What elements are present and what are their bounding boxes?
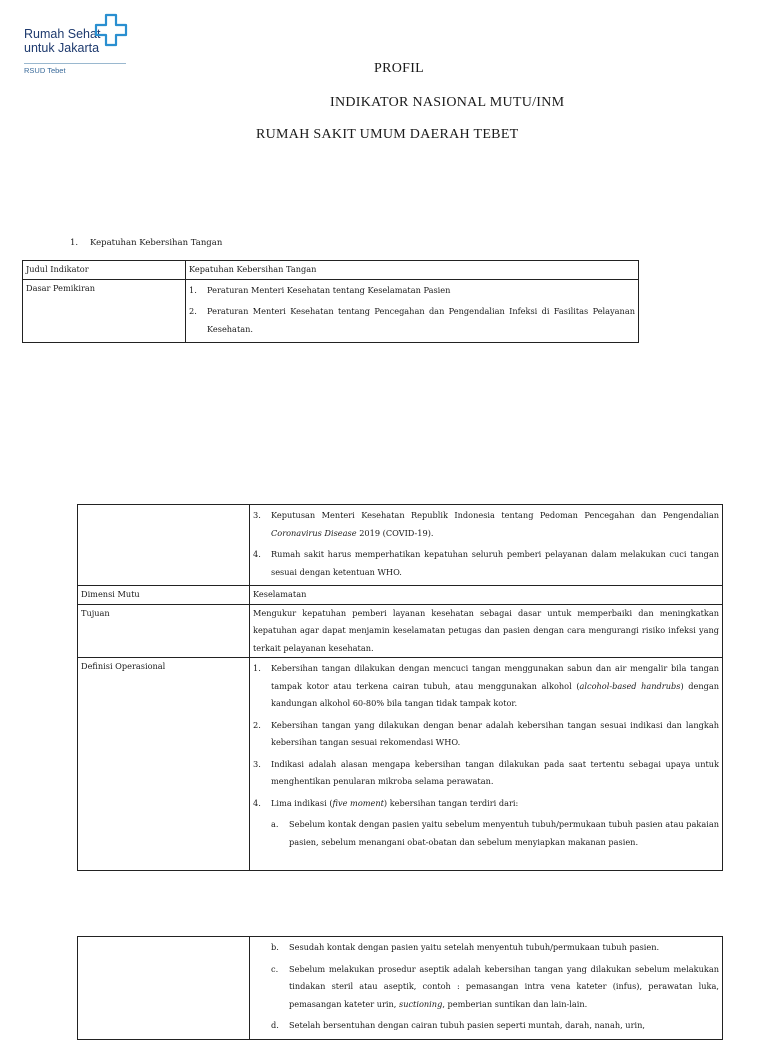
- item-text: Peraturan Menteri Kesehatan tentang Keselamatan Pasien: [207, 284, 451, 295]
- section-label: Kepatuhan Kebersihan Tangan: [90, 238, 223, 248]
- item-number: 4.: [253, 549, 261, 559]
- item-letter: b.: [271, 942, 279, 952]
- cell-value: [186, 279, 639, 343]
- cell-label: Judul Indikator: [23, 261, 186, 280]
- title-profil: PROFIL: [374, 61, 425, 76]
- text-part: ) kebersihan tangan terdiri dari:: [383, 797, 519, 808]
- logo-cross-icon: [94, 13, 128, 47]
- text-italic: suctioning: [399, 998, 443, 1009]
- cell-value: [250, 505, 723, 586]
- list-item: [189, 303, 635, 338]
- list-item: [253, 660, 719, 713]
- table-row: [23, 279, 639, 343]
- logo-line1: Rumah Sehat: [24, 27, 101, 41]
- item-letter: d.: [271, 1020, 279, 1030]
- cell-label: [78, 505, 250, 586]
- list-item: [271, 1017, 719, 1035]
- list-item: [253, 507, 719, 542]
- text-part: 2019 (COVID-19).: [356, 527, 434, 538]
- item-letter: c.: [271, 963, 279, 974]
- cell-value: Keselamatan: [250, 586, 723, 605]
- logo-line2: untuk Jakarta: [24, 41, 100, 55]
- item-number: 4.: [253, 797, 261, 808]
- logo-sub: RSUD Tebet: [24, 66, 66, 75]
- title-inm: INDIKATOR NASIONAL MUTU/INM: [330, 95, 565, 110]
- list-item: [253, 717, 719, 752]
- list-item: [271, 816, 719, 851]
- item-text: Rumah sakit harus memperhatikan kepatuhan seluruh pemberi pelayanan dalam melakukan cuci tangan sesuai dengan ketentuan WHO.: [271, 549, 719, 577]
- item-letter: a.: [271, 819, 279, 829]
- cell-label: Definisi Operasional: [78, 658, 250, 871]
- cell-label: Dimensi Mutu: [78, 586, 250, 605]
- cell-label: Tujuan: [78, 604, 250, 658]
- dasar-list: [189, 282, 635, 339]
- table-row: [78, 658, 723, 871]
- text-italic: alcohol-based handrubs: [579, 680, 681, 691]
- item-number: 2.: [253, 719, 261, 730]
- item-text: Sebelum kontak dengan pasien yaitu sebelum menyentuh tubuh/permukaan tubuh pasien atau pakaian pasien, sebelum menangani obat-obatan dan sebelum menyiapkan makanan pasien.: [289, 819, 719, 847]
- definisi-list: [253, 660, 719, 812]
- text-part: Lima indikasi (: [271, 797, 333, 808]
- definisi-sublist: [271, 816, 719, 851]
- definisi-sublist-cont: [271, 939, 719, 1035]
- text-part: Keputusan Menteri Kesehatan Republik Indonesia tentang Pedoman Pencegahan dan Pengendalian: [271, 510, 719, 520]
- item-number: 1.: [189, 284, 197, 295]
- item-text: [289, 961, 719, 1014]
- table-row: [78, 586, 723, 605]
- item-text: [271, 507, 719, 542]
- list-item: [271, 939, 719, 957]
- text-italic: five moment: [332, 797, 384, 808]
- list-item: [271, 961, 719, 1014]
- text-part: , pemberian suntikan dan lain-lain.: [442, 998, 588, 1009]
- dasar-list-cont: [253, 507, 719, 581]
- text-part: ) dengan kandungan alkohol 60-80% bila tangan tidak tampak kotor.: [271, 680, 719, 708]
- item-text: Peraturan Menteri Kesehatan tentang Pencegahan dan Pengendalian Infeksi di Fasilitas Pelayanan Kesehatan.: [207, 306, 635, 334]
- table-row: [78, 604, 723, 658]
- list-item: [253, 756, 719, 791]
- item-text: Setelah bersentuhan dengan cairan tubuh pasien seperti muntah, darah, nanah, urin,: [289, 1020, 645, 1030]
- list-item: [253, 546, 719, 581]
- cell-value: Kepatuhan Kebersihan Tangan: [186, 261, 639, 280]
- list-item: [189, 282, 635, 300]
- cell-value: [250, 658, 723, 871]
- item-number: 2.: [189, 306, 197, 316]
- list-item: [253, 795, 719, 813]
- logo-text: [24, 27, 100, 55]
- item-number: 3.: [253, 758, 261, 769]
- logo-divider: [24, 63, 126, 64]
- table-row: [23, 261, 639, 280]
- section-heading: [70, 238, 222, 248]
- section-number: 1.: [70, 238, 79, 248]
- item-text: Indikasi adalah alasan mengapa kebersihan tangan dilakukan pada saat tertentu sebagai upaya untuk menghentikan penularan mikroba selama perawatan.: [271, 758, 719, 786]
- item-number: 1.: [253, 663, 261, 673]
- text-part: Kebersihan tangan dilakukan dengan mencuci tangan menggunakan sabun dan air mengalir bila tangan tampak kotor atau terkena cairan tubuh, atau menggunakan alkohol (: [271, 663, 719, 691]
- text-part: Sebelum melakukan prosedur aseptik adalah kebersihan tangan yang dilakukan sebelum melakukan tindakan steril atau aseptik, contoh : pemasangan intra vena kateter (infus), perawatan luka, pemasangan kateter urin,: [289, 963, 719, 1009]
- item-text: [271, 660, 719, 713]
- indicator-table-2: [77, 504, 723, 871]
- indicator-table-1: [22, 260, 639, 343]
- item-number: 3.: [253, 510, 261, 520]
- text-italic: Coronavirus Disease: [271, 527, 357, 538]
- item-text: [271, 795, 719, 813]
- item-text: Sesudah kontak dengan pasien yaitu setelah menyentuh tubuh/permukaan tubuh pasien.: [289, 942, 660, 952]
- cell-value: Mengukur kepatuhan pemberi layanan kesehatan sebagai dasar untuk memperbaiki dan meningkatkan kepatuhan agar dapat menjamin keselamatan petugas dan pasien dengan cara mengurangi risiko infeksi yang terkait pelayanan kesehatan.: [250, 604, 723, 658]
- item-text: Kebersihan tangan yang dilakukan dengan benar adalah kebersihan tangan sesuai indikasi dan langkah kebersihan tangan sesuai rekomendasi WHO.: [271, 719, 719, 747]
- cell-label: Dasar Pemikiran: [23, 279, 186, 343]
- table-row: [78, 505, 723, 586]
- title-rs: RUMAH SAKIT UMUM DAERAH TEBET: [256, 127, 519, 142]
